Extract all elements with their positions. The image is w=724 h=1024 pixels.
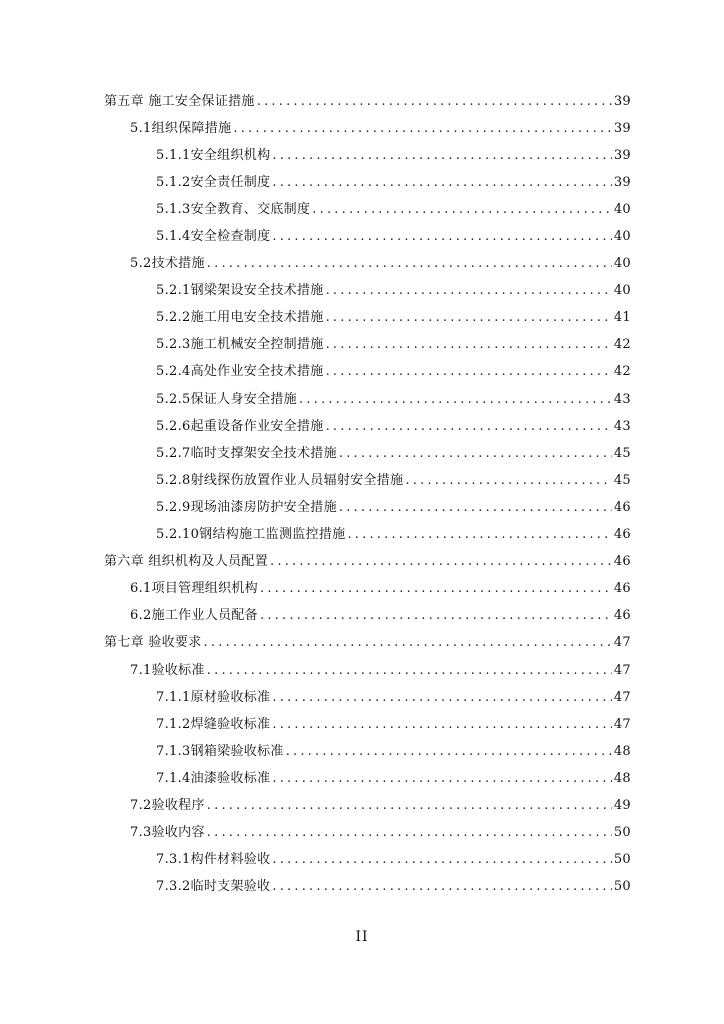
toc-entry-title: 7.3验收内容	[130, 825, 205, 841]
toc-entry-page-number: 46	[613, 554, 631, 570]
toc-dot-leader	[326, 310, 612, 326]
toc-dot-leader	[207, 663, 612, 679]
toc-entry-title: 5.1.3安全教育、交底制度	[156, 201, 311, 217]
toc-dot-leader	[260, 581, 612, 597]
toc-entry-title: 7.1.2焊缝验收标准	[156, 716, 271, 732]
toc-subsection-entry[interactable]	[0, 467, 724, 494]
toc-subsection-entry[interactable]	[0, 169, 724, 196]
toc-entry-title: 7.1验收标准	[130, 662, 205, 678]
toc-dot-leader	[233, 121, 611, 137]
toc-dot-leader	[339, 500, 612, 516]
toc-dot-leader	[272, 690, 611, 706]
toc-subsection-entry[interactable]	[0, 332, 724, 359]
toc-subsection-entry[interactable]	[0, 494, 724, 521]
toc-section-entry[interactable]	[0, 657, 724, 684]
toc-entry-page-number: 40	[613, 283, 631, 299]
toc-entry-page-number: 50	[613, 825, 631, 841]
toc-entry-page-number: 40	[613, 256, 631, 272]
toc-dot-leader	[326, 364, 612, 380]
toc-section-entry[interactable]	[0, 576, 724, 603]
toc-entry-title: 7.1.4油漆验收标准	[156, 770, 271, 786]
toc-chapter-entry[interactable]	[0, 88, 724, 115]
toc-entry-title: 5.2.7临时支撑架安全技术措施	[156, 445, 337, 461]
toc-dot-leader	[272, 879, 611, 895]
toc-subsection-entry[interactable]	[0, 711, 724, 738]
toc-subsection-entry[interactable]	[0, 196, 724, 223]
toc-entry-page-number: 47	[613, 635, 631, 651]
toc-subsection-entry[interactable]	[0, 522, 724, 549]
toc-entry-title: 5.2.2施工用电安全技术措施	[156, 310, 324, 326]
toc-entry-page-number: 42	[613, 337, 631, 353]
toc-entry-page-number: 47	[613, 689, 631, 705]
toc-entry-title: 5.2技术措施	[130, 256, 205, 272]
toc-entry-page-number: 46	[613, 608, 631, 624]
toc-dot-leader	[272, 717, 611, 733]
toc-entry-page-number: 39	[613, 147, 631, 163]
toc-subsection-entry[interactable]	[0, 874, 724, 901]
toc-entry-title: 第五章 施工安全保证措施	[104, 93, 255, 109]
toc-subsection-entry[interactable]	[0, 278, 724, 305]
toc-dot-leader	[326, 283, 612, 299]
toc-dot-leader	[312, 202, 612, 218]
toc-section-entry[interactable]	[0, 251, 724, 278]
toc-dot-leader	[272, 175, 611, 191]
toc-dot-leader	[257, 94, 612, 110]
toc-entry-title: 5.2.9现场油漆房防护安全措施	[156, 499, 337, 515]
toc-dot-leader	[260, 608, 612, 624]
toc-entry-page-number: 39	[613, 120, 631, 136]
toc-dot-leader	[405, 473, 611, 489]
toc-subsection-entry[interactable]	[0, 847, 724, 874]
toc-entry-title: 7.3.1构件材料验收	[156, 852, 271, 868]
toc-subsection-entry[interactable]	[0, 223, 724, 250]
toc-entry-title: 5.1.1安全组织机构	[156, 147, 271, 163]
toc-entry-page-number: 49	[613, 797, 631, 813]
toc-dot-leader	[207, 256, 612, 272]
toc-entry-title: 5.2.1钢梁架设安全技术措施	[156, 283, 324, 299]
toc-entry-title: 6.1项目管理组织机构	[130, 581, 258, 597]
toc-subsection-entry[interactable]	[0, 440, 724, 467]
toc-subsection-entry[interactable]	[0, 305, 724, 332]
toc-entry-title: 5.2.6起重设备作业安全措施	[156, 418, 324, 434]
toc-entry-title: 5.2.3施工机械安全控制措施	[156, 337, 324, 353]
toc-entry-title: 7.1.3钢箱梁验收标准	[156, 743, 284, 759]
toc-section-entry[interactable]	[0, 603, 724, 630]
toc-subsection-entry[interactable]	[0, 765, 724, 792]
toc-subsection-entry[interactable]	[0, 684, 724, 711]
toc-dot-leader	[204, 635, 612, 651]
toc-dot-leader	[207, 798, 612, 814]
toc-entry-page-number: 43	[613, 418, 631, 434]
toc-subsection-entry[interactable]	[0, 738, 724, 765]
toc-dot-leader	[339, 446, 612, 462]
table-of-contents	[0, 88, 724, 901]
toc-entry-page-number: 46	[613, 527, 631, 543]
toc-entry-page-number: 40	[613, 229, 631, 245]
toc-section-entry[interactable]	[0, 115, 724, 142]
toc-subsection-entry[interactable]	[0, 413, 724, 440]
toc-dot-leader	[272, 148, 611, 164]
toc-chapter-entry[interactable]	[0, 549, 724, 576]
toc-entry-title: 5.2.8射线探伤放置作业人员辐射安全措施	[156, 472, 404, 488]
toc-entry-page-number: 43	[613, 391, 631, 407]
toc-entry-page-number: 50	[613, 852, 631, 868]
toc-entry-page-number: 46	[613, 499, 631, 515]
toc-entry-title: 6.2施工作业人员配备	[130, 608, 258, 624]
toc-section-entry[interactable]	[0, 792, 724, 819]
toc-dot-leader	[299, 392, 612, 408]
toc-dot-leader	[326, 419, 612, 435]
toc-entry-page-number: 40	[613, 201, 631, 217]
toc-entry-title: 5.2.4高处作业安全技术措施	[156, 364, 324, 380]
toc-entry-title: 7.2验收程序	[130, 797, 205, 813]
toc-chapter-entry[interactable]	[0, 630, 724, 657]
toc-entry-title: 5.1.2安全责任制度	[156, 174, 271, 190]
toc-entry-title: 7.1.1原材验收标准	[156, 689, 271, 705]
toc-entry-title: 第七章 验收要求	[104, 635, 202, 651]
toc-entry-title: 7.3.2临时支架验收	[156, 879, 271, 895]
toc-entry-page-number: 47	[613, 716, 631, 732]
toc-entry-page-number: 39	[613, 93, 631, 109]
toc-entry-page-number: 45	[613, 472, 631, 488]
toc-dot-leader	[326, 337, 612, 353]
page-number: II	[355, 929, 369, 945]
toc-entry-page-number: 48	[613, 743, 631, 759]
toc-entry-title: 5.1.4安全检查制度	[156, 229, 271, 245]
toc-dot-leader	[270, 554, 612, 570]
toc-section-entry[interactable]	[0, 820, 724, 847]
toc-entry-page-number: 45	[613, 445, 631, 461]
toc-entry-title: 5.2.5保证人身安全措施	[156, 391, 297, 407]
toc-dot-leader	[207, 825, 612, 841]
toc-dot-leader	[272, 852, 611, 868]
toc-subsection-entry[interactable]	[0, 386, 724, 413]
toc-entry-page-number: 42	[613, 364, 631, 380]
toc-entry-page-number: 50	[613, 879, 631, 895]
toc-subsection-entry[interactable]	[0, 359, 724, 386]
toc-entry-title: 5.1组织保障措施	[130, 120, 232, 136]
toc-entry-page-number: 39	[613, 174, 631, 190]
toc-dot-leader	[347, 527, 611, 543]
toc-entry-title: 第六章 组织机构及人员配置	[104, 554, 269, 570]
toc-entry-page-number: 41	[613, 310, 631, 326]
toc-entry-page-number: 46	[613, 581, 631, 597]
toc-dot-leader	[272, 771, 611, 787]
toc-entry-page-number: 47	[613, 662, 631, 678]
toc-subsection-entry[interactable]	[0, 142, 724, 169]
toc-dot-leader	[272, 229, 611, 245]
toc-dot-leader	[286, 744, 612, 760]
toc-entry-page-number: 48	[613, 770, 631, 786]
toc-entry-title: 5.2.10钢结构施工监测监控措施	[156, 527, 346, 543]
